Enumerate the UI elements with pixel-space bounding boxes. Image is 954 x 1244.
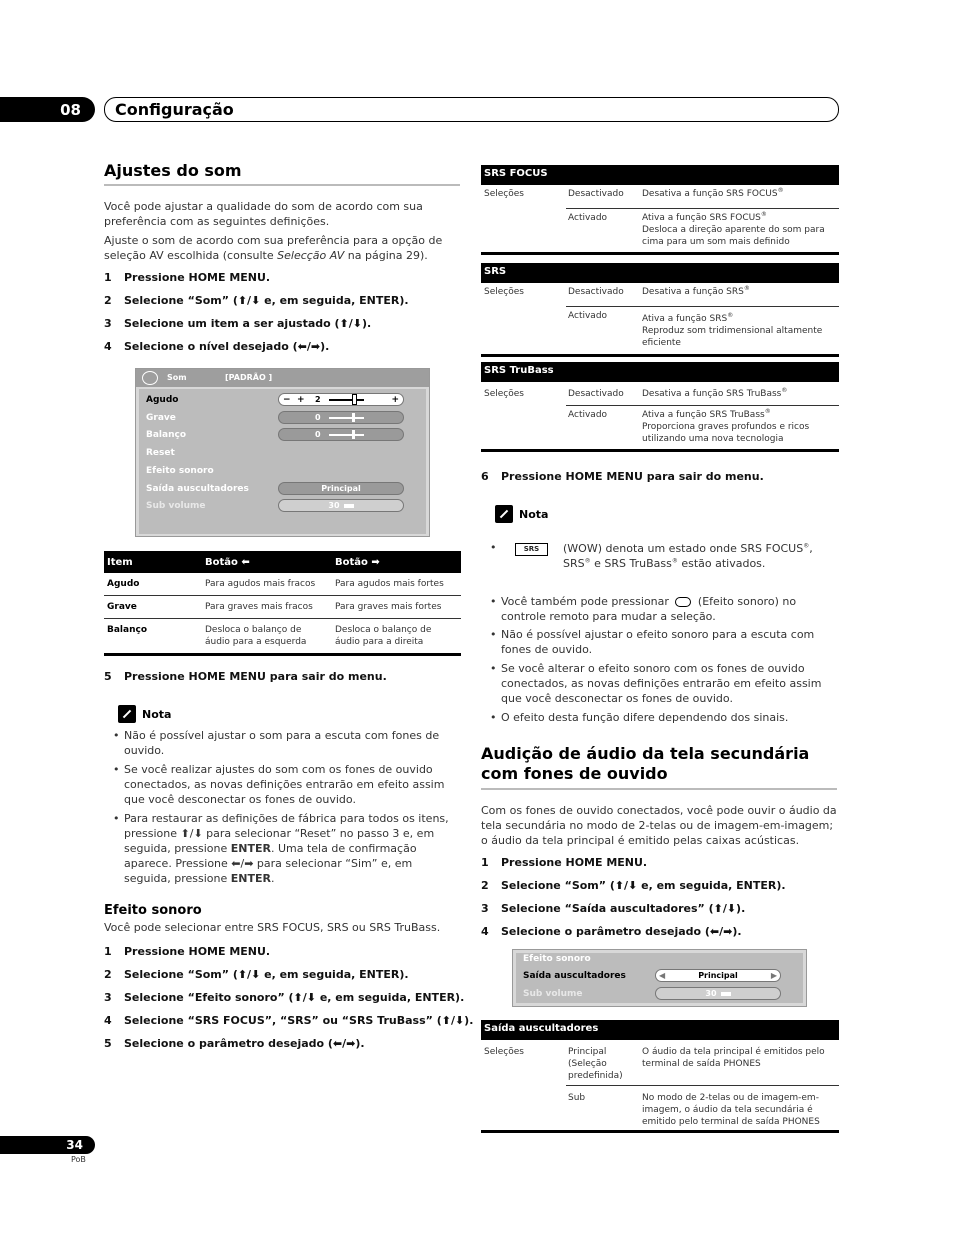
balanco-slider[interactable] bbox=[278, 428, 404, 441]
pencil-icon bbox=[495, 505, 513, 523]
slider-track bbox=[329, 417, 364, 419]
table-row: Sub No modo de 2-telas ou de imagem-em-imagem, o áudio da tela secundária é emitido pelo terminal de saída PHONES bbox=[481, 1086, 839, 1133]
screen-row-agudo[interactable]: Agudo bbox=[146, 395, 179, 405]
effect-intro: Você pode selecionar entre SRS FOCUS, SRS ou SRS TruBass. bbox=[104, 921, 441, 934]
headphone-output-table bbox=[481, 1020, 839, 1133]
minus-icon: − bbox=[283, 394, 291, 405]
note-item-remote: • Você também pode pressionar (Efeito sonoro) no controle remoto para mudar a seleção. bbox=[490, 595, 797, 623]
srs-trubass-table bbox=[481, 362, 839, 452]
bullet-dot: • bbox=[490, 541, 497, 554]
sub-step-4: 4 Selecione o parâmetro desejado (⬅/➡). bbox=[481, 925, 742, 938]
table-header: Saída auscultadores bbox=[481, 1020, 839, 1040]
effect-step-4: 4 Selecione “SRS FOCUS”, “SRS” ou “SRS TruBass” (⬆/⬇). bbox=[104, 1014, 474, 1027]
intro-paragraph-2 bbox=[104, 233, 444, 263]
plus-icon: + bbox=[297, 394, 305, 405]
sound-menu-screen bbox=[135, 368, 430, 537]
table-row: Seleções Desactivado Desativa a função SRS FOCUS® bbox=[481, 185, 839, 209]
page-number: 34 bbox=[0, 1136, 95, 1154]
table-header: SRS FOCUS bbox=[481, 165, 839, 185]
note-list bbox=[113, 728, 460, 890]
arrow-left-icon: ◀ bbox=[659, 971, 666, 980]
sub-step-1: 1 Pressione HOME MENU. bbox=[481, 856, 648, 869]
sub-intro: Com os fones de ouvido conectados, você pode ouvir o áudio da tela secundária no modo de 2-telas ou de imagem-em-imagem; o áudio da tela principal é emitido pelas caixas acústicas. bbox=[481, 804, 837, 847]
step-3: 3 Selecione um item a ser ajustado (⬆/⬇). bbox=[104, 317, 372, 330]
page-language: PoB bbox=[71, 1155, 86, 1164]
screen-row-efeito[interactable]: Efeito sonoro bbox=[523, 954, 591, 964]
intro2-italic: Selecção AV bbox=[277, 249, 345, 262]
screen-row-subvolume: Sub volume bbox=[523, 989, 583, 999]
note-list-right bbox=[490, 627, 839, 729]
step-4: 4 Selecione o nível desejado (⬅/➡). bbox=[104, 340, 330, 353]
screen-row-efeito[interactable]: Efeito sonoro bbox=[146, 466, 214, 476]
table-row: Activado Ativa a função SRS® Reproduz som tridimensional altamente eficiente bbox=[481, 307, 839, 357]
table-row: Grave Para graves mais fracos Para graves mais fortes bbox=[104, 596, 461, 619]
screen-row-subvolume: Sub volume bbox=[146, 501, 206, 511]
slider-track bbox=[329, 434, 364, 436]
step-2: 2 Selecione “Som” (⬆/⬇ e, em seguida, ENTER). bbox=[104, 294, 409, 307]
step-6: 6 Pressione HOME MENU para sair do menu. bbox=[481, 470, 764, 483]
effect-step-5: 5 Selecione o parâmetro desejado (⬅/➡). bbox=[104, 1037, 365, 1050]
intro2-text-b: na página 29). bbox=[344, 249, 428, 262]
note-heading: Nota bbox=[118, 705, 171, 723]
screen-row-saida[interactable]: Saída auscultadores bbox=[523, 971, 626, 981]
screen-row-saida[interactable]: Saída auscultadores bbox=[146, 484, 249, 494]
subvolume-pill: 30 bbox=[655, 987, 781, 1000]
step-1: 1 Pressione HOME MENU. bbox=[104, 271, 271, 284]
table-row: Seleções Desactivado Desativa a função SRS TruBass® bbox=[481, 382, 839, 406]
effect-step-2: 2 Selecione “Som” (⬆/⬇ e, em seguida, ENTER). bbox=[104, 968, 409, 981]
effect-step-3: 3 Selecione “Efeito sonoro” (⬆/⬇ e, em seguida, ENTER). bbox=[104, 991, 465, 1004]
chapter-number: 08 bbox=[0, 97, 95, 122]
balanco-value: 0 bbox=[315, 430, 321, 439]
table-row: Activado Ativa a função SRS FOCUS® Desloca a direção aparente do som para cima para um som mais definido bbox=[481, 209, 839, 255]
agudo-slider[interactable] bbox=[278, 393, 404, 406]
slider-knob bbox=[352, 430, 355, 439]
effect-heading: Efeito sonoro bbox=[104, 903, 202, 918]
plus-icon: + bbox=[391, 394, 399, 405]
list-item: • Não é possível ajustar o som para a escuta com fones de ouvido. bbox=[113, 728, 460, 758]
pencil-icon bbox=[118, 705, 136, 723]
effect-step-1: 1 Pressione HOME MENU. bbox=[104, 945, 271, 958]
list-item: • Se você alterar o efeito sonoro com os fones de ouvido conectados, as novas definições entrarão em efeito assim que você desconectar os fones de ouvido. bbox=[490, 661, 839, 706]
screen-row-balanco[interactable]: Balanço bbox=[146, 430, 187, 440]
grave-slider[interactable] bbox=[278, 411, 404, 424]
sub-step-3: 3 Selecione “Saída auscultadores” (⬆/⬇). bbox=[481, 902, 746, 915]
srs-focus-table bbox=[481, 165, 839, 255]
srs-wow-logo: SRS bbox=[515, 543, 548, 556]
arrow-right-icon: ▶ bbox=[770, 971, 777, 980]
step-5: 5 Pressione HOME MENU para sair do menu. bbox=[104, 670, 387, 683]
section-rule bbox=[481, 788, 837, 790]
slider-knob bbox=[352, 394, 357, 405]
subvolume-pill: 30 bbox=[278, 499, 404, 512]
table-header: Botão ⬅ bbox=[202, 551, 332, 573]
list-item: • Se você realizar ajustes do som com os fones de ouvido conectados, as novas definições entrarão em efeito assim que você desconectar os fones de ouvido. bbox=[113, 762, 460, 807]
srs-table bbox=[481, 263, 839, 357]
screen-header-label: Som bbox=[167, 373, 187, 382]
table-row: Seleções Principal (Seleção predefinida) O áudio da tela principal é emitidos pelo terminal de saída PHONES bbox=[481, 1040, 839, 1086]
screen-row-grave[interactable]: Grave bbox=[146, 413, 176, 423]
sub-section-title: Audição de áudio da tela secundária com fones de ouvido bbox=[481, 744, 810, 783]
list-item: • Para restaurar as definições de fábrica para todos os itens, pressione ⬆/⬇ para selecionar “Reset” no passo 3 e, em seguida, pressione ENTER. Uma tela de confirmação aparece. Pressione ⬅/➡ para selecionar “Sim” e, em seguida, pressione ENTER. bbox=[113, 811, 460, 886]
grave-value: 0 bbox=[315, 413, 321, 422]
section-title: Ajustes do som bbox=[104, 161, 242, 180]
headphone-menu-screen bbox=[512, 949, 807, 1007]
table-row: Seleções Desactivado Desativa a função SRS® bbox=[481, 283, 839, 307]
saida-value-pill[interactable]: Principal bbox=[278, 482, 404, 495]
saida-selector[interactable]: ◀ Principal ▶ bbox=[655, 969, 781, 982]
adjust-table bbox=[104, 551, 461, 656]
chapter-title: Configuração bbox=[104, 97, 839, 122]
table-header: Botão ➡ bbox=[332, 551, 461, 573]
list-item: • O efeito desta função difere dependendo dos sinais. bbox=[490, 710, 839, 725]
list-item: • Não é possível ajustar o efeito sonoro para a escuta com fones de ouvido. bbox=[490, 627, 839, 657]
intro2-text-a: Ajuste o som de acordo com sua preferência para a opção de seleção AV escolhida (consulte bbox=[104, 234, 443, 262]
sub-step-2: 2 Selecione “Som” (⬆/⬇ e, em seguida, ENTER). bbox=[481, 879, 786, 892]
speaker-icon bbox=[142, 371, 158, 385]
slider-knob bbox=[352, 413, 355, 422]
table-header: SRS bbox=[481, 263, 839, 283]
sound-effect-button-icon bbox=[675, 597, 691, 607]
volume-bar bbox=[344, 504, 354, 508]
volume-bar bbox=[721, 992, 731, 996]
table-row: Agudo Para agudos mais fracos Para agudos mais fortes bbox=[104, 573, 461, 596]
intro-paragraph-1: Você pode ajustar a qualidade do som de acordo com sua preferência com as seguintes definições. bbox=[104, 200, 423, 228]
table-header: SRS TruBass bbox=[481, 362, 839, 382]
screen-header-value: [PADRÃO ] bbox=[225, 373, 273, 382]
table-row: Activado Ativa a função SRS TruBass® Proporciona graves profundos e ricos utilizando uma nova tecnologia bbox=[481, 406, 839, 452]
agudo-value: 2 bbox=[315, 395, 321, 404]
section-rule bbox=[104, 184, 460, 186]
wow-note-line1: (WOW) denota um estado onde SRS FOCUS®, SRS® e SRS TruBass® estão ativados. bbox=[563, 542, 813, 570]
table-header: Item bbox=[104, 551, 202, 573]
slider-track bbox=[329, 399, 364, 401]
table-row: Balanço Desloca o balanço de áudio para a esquerda Desloca o balanço de áudio para a direita bbox=[104, 619, 461, 655]
note-heading-right: Nota bbox=[495, 505, 548, 523]
screen-row-reset[interactable]: Reset bbox=[146, 448, 175, 458]
